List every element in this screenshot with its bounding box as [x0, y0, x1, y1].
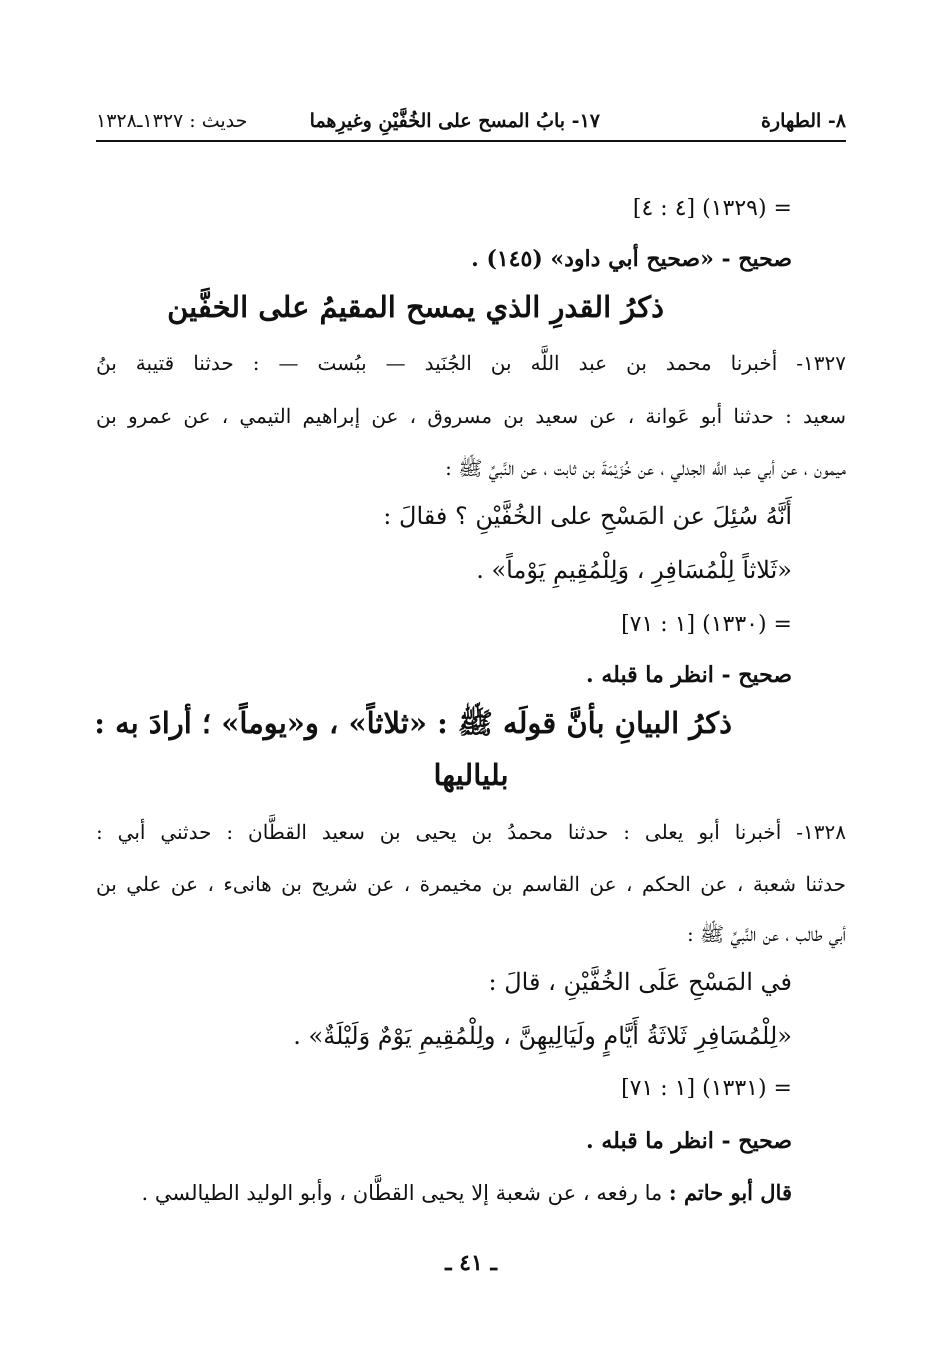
chapter-heading: ذكرُ البيانِ بأنَّ قولَه ﷺ : «ثلاثاً» ، و«يوماً» ؛ أرادَ به :	[94, 706, 732, 740]
cross-reference: = (١٣٢٩) [٤ : ٤]	[632, 196, 792, 221]
hadith-text-line: سعيد : حدثنا أبو عَوانة ، عن سعيد بن مسروق ، عن إبراهيم التيمي ، عن عمرو بن	[96, 404, 846, 428]
hadith-text-line: حدثنا شعبة ، عن الحكم ، عن القاسم بن مخيمرة ، عن شريح بن هانىء ، عن علي بن	[96, 872, 846, 896]
hadith-matn: في المَسْحِ عَلَى الخُفَّيْنِ ، قالَ :	[488, 968, 792, 996]
hadith-text-line: ١٣٢٨- أخبرنا أبو يعلى : حدثنا محمدُ بن يحيى بن سعيد القطَّان : حدثني أبي :	[96, 820, 846, 844]
running-header	[96, 104, 846, 142]
cross-reference: = (١٣٣١) [١ : ٧١]	[621, 1076, 792, 1101]
hadith-text-line: ميمون ، عن أبي عبد اللَّه الجدلي ، عن خُزَيْمَةَ بن ثابت ، عن النَّبيِّ ﷺ :	[445, 456, 846, 480]
page-number: ـ ٤١ ـ	[445, 1250, 497, 1276]
chapter-heading: ذكرُ القدرِ الذي يمسح المقيمُ على الخفَّين	[167, 290, 664, 324]
hadith-text-line: ١٣٢٧- أخبرنا محمد بن عبد اللَّه بن الجُنَيد — ببُست — : حدثنا قتيبة بنُ	[96, 351, 846, 375]
hadith-matn: أَنَّهُ سُئِلَ عن المَسْحِ على الخُفَّيْنِ ؟ فقالَ :	[383, 502, 792, 530]
hadith-range: حديث : ١٣٢٧ـ١٣٢٨	[96, 110, 248, 132]
narrator-note	[142, 1180, 792, 1205]
narrator-note-text: ما رفعه ، عن شعبة إلا يحيى القطَّان ، وأبو الوليد الطيالسي .	[141, 1181, 669, 1205]
chapter-heading-continued: بلياليها	[433, 758, 509, 792]
cross-reference: = (١٣٣٠) [١ : ٧١]	[621, 612, 792, 637]
narrator-note-label: قال أبو حاتم :	[668, 1180, 792, 1205]
chapter-title: ٨- الطهارة	[760, 110, 846, 132]
grading-note: صحيح - انظر ما قبله .	[586, 662, 792, 688]
hadith-text-line: أبي طالب ، عن النَّبيِّ ﷺ :	[686, 922, 846, 946]
hadith-matn: «لِلْمُسَافِرِ ثَلاثَةُ أَيَّامٍ ولَيَالِيهِنَّ ، ولِلْمُقِيمِ يَوْمٌ وَلَيْلَةٌ» .	[293, 1022, 792, 1050]
section-title: ١٧- بابُ المسح على الخُفَّيْنِ وغيرِهما	[309, 110, 600, 132]
grading-note: صحيح - انظر ما قبله .	[586, 1128, 792, 1154]
grading-note: صحيح - «صحيح أبي داود» (١٤٥) .	[471, 246, 792, 272]
hadith-matn: «ثَلاثاً لِلْمُسَافِرِ ، وَلِلْمُقِيمِ يَوْماً» .	[476, 556, 792, 584]
